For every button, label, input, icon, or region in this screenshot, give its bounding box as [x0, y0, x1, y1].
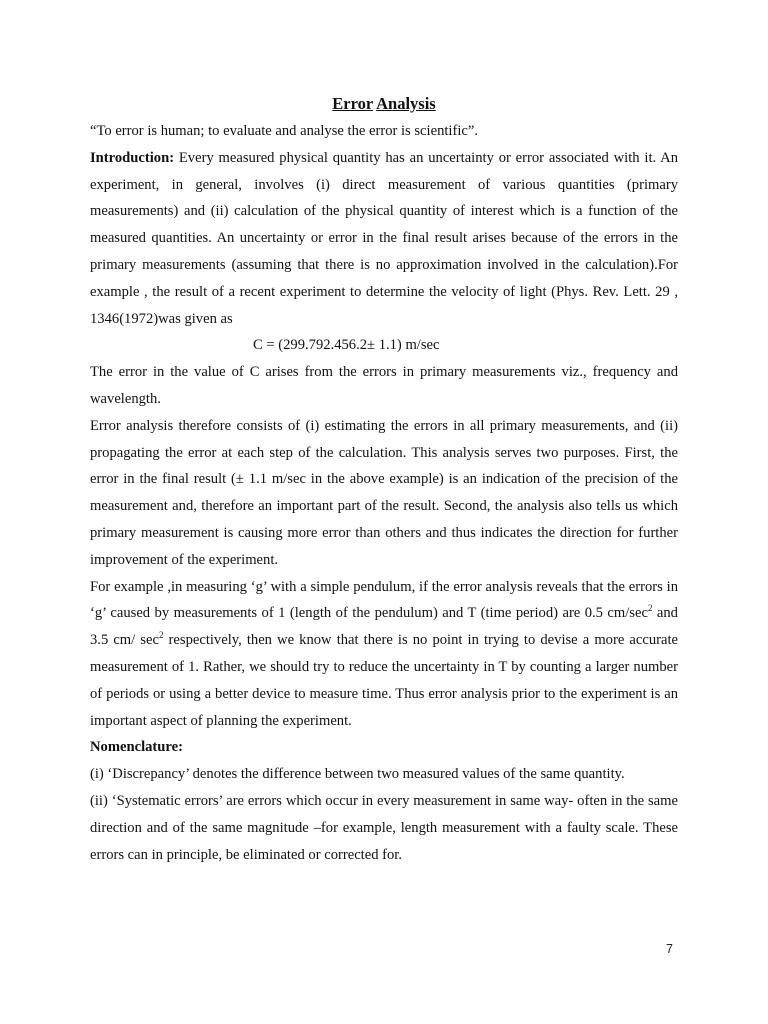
nomenclature-item-discrepancy: (i) ‘Discrepancy’ denotes the difference between two measured values of the same quantity.: [90, 766, 625, 783]
page-title: [90, 92, 678, 116]
introduction-text: Every measured physical quantity has an uncertainty or error associated with it. An experiment, in general, involves (i) direct measurement of various quantities (primary measurements) and (ii) calculation of the physical quantity of interest which is a function of the measured quantities. An uncertainty or error in the final result arises because of the errors in the primary measurements (assuming that there is no approximation involved in the calculation).For example , the result of a recent experiment to determine the velocity of light (Phys. Rev. Lett. 29 , 1346(1972)was given as: [90, 149, 678, 327]
pendulum-paragraph: [90, 574, 678, 735]
title-word-analysis: Analysis: [376, 94, 436, 113]
page-number: 7: [666, 942, 673, 956]
superscript-2: 2: [647, 603, 653, 614]
pendulum-text-part1: For example ,in measuring ‘g’ with a simple pendulum, if the error analysis reveals that the errors in ‘g’ caused by measurements of 1 (length of the pendulum) and T (time period) are 0.5 cm/sec: [90, 578, 678, 622]
pendulum-text-part2: and 3.5 cm/ sec: [90, 605, 678, 649]
opening-quote: “To error is human; to evaluate and analyse the error is scientific”.: [90, 123, 478, 139]
introduction-heading: Introduction:: [90, 149, 175, 166]
error-analysis-paragraph: Error analysis therefore consists of (i) estimating the errors in all primary measurements, and (ii) propagating the error at each step of the calculation. This analysis serves two purposes. First, the error in the final result (± 1.1 m/sec in the above example) is an indication of the precision of the measurement and, therefore an important part of the result. Second, the analysis also tells us which primary measurement is causing more error than others and thus indicates the direction for further improvement of the experiment.: [90, 417, 678, 568]
pendulum-text-part3: respectively, then we know that there is no point in trying to devise a more accurate measurement of 1. Rather, we should try to reduce the uncertainty in T by counting a larger number of periods or using a better device to measure time. Thus error analysis prior to the experiment is an important aspect of planning the experiment.: [90, 632, 678, 729]
superscript-2: 2: [158, 630, 164, 641]
nomenclature-item-systematic-errors: (ii) ‘Systematic errors’ are errors which occur in every measurement in same way- often in the same direction and of the same magnitude –for example, length measurement with a faulty scale. These errors can in principle, be eliminated or corrected for.: [90, 792, 678, 863]
title-word-error: Error: [332, 94, 373, 113]
introduction-paragraph: [90, 145, 678, 333]
document-page: [90, 92, 678, 868]
nomenclature-heading: Nomenclature:: [90, 739, 183, 756]
velocity-equation: C = (299.792.456.2± 1.1) m/sec: [253, 337, 440, 354]
error-in-c-paragraph: The error in the value of C arises from the errors in primary measurements viz., frequency and wavelength.: [90, 364, 678, 407]
